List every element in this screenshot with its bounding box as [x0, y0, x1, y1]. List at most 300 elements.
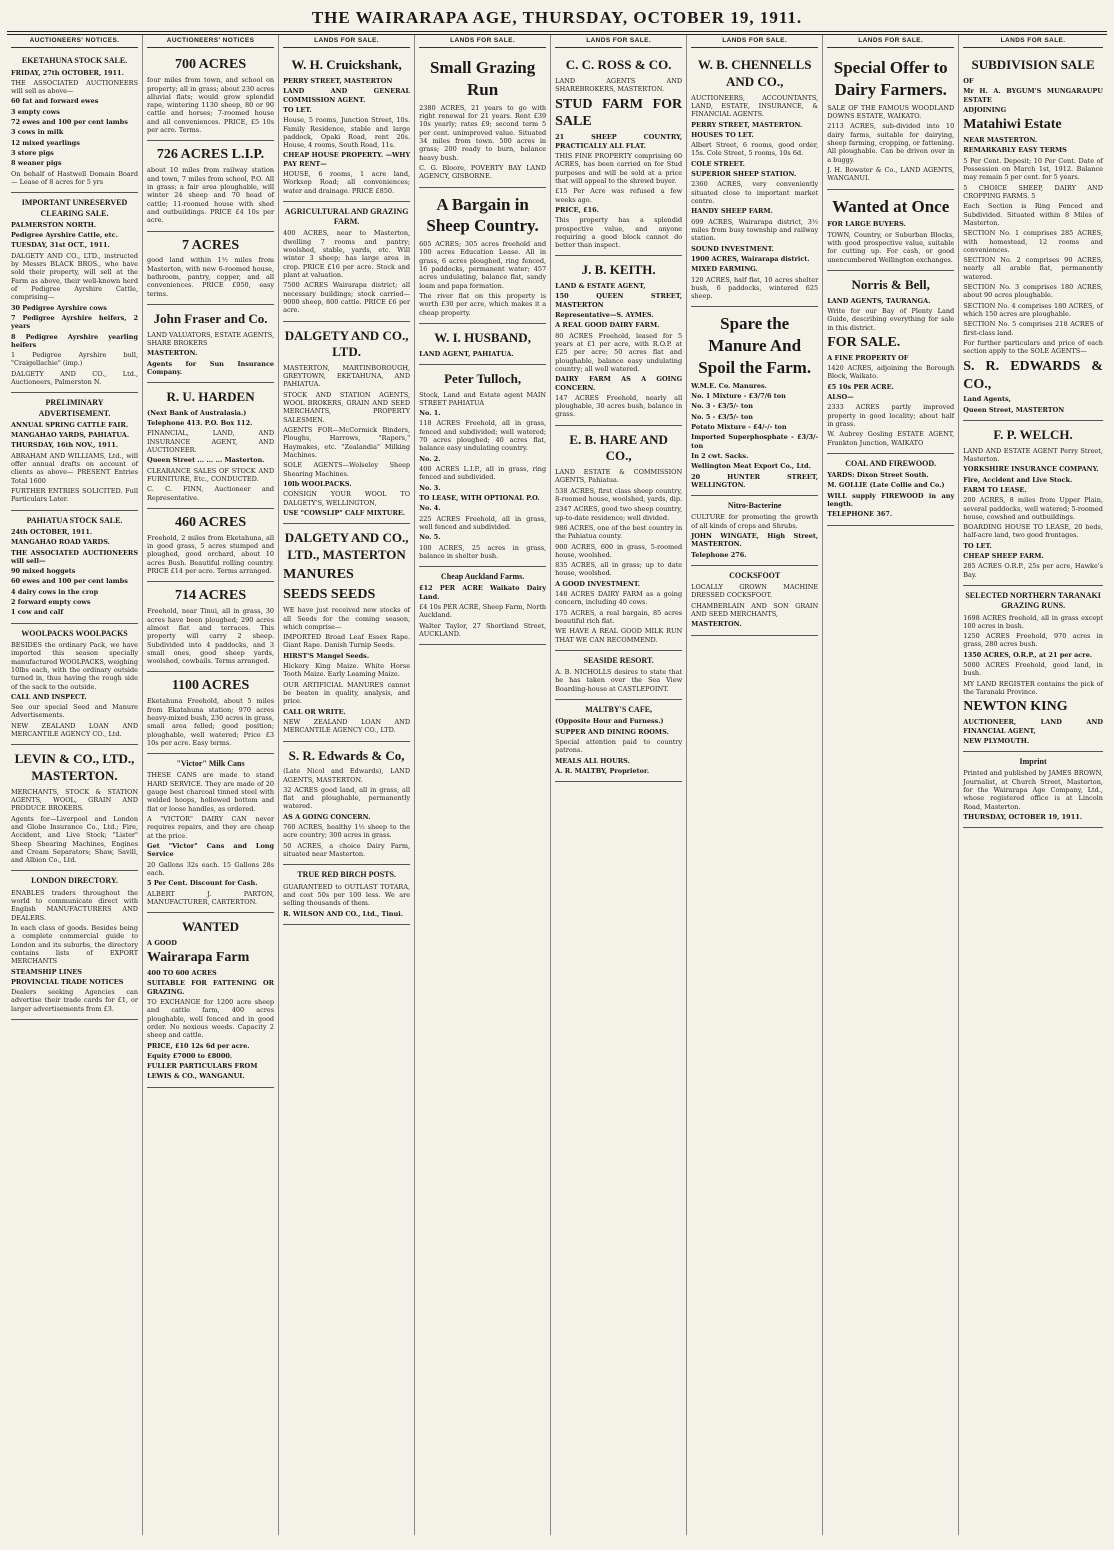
- ad-line: Matahiwi Estate: [963, 117, 1062, 133]
- ad-line: 2333 ACRES partly improved property in good locality; about half in grass.: [827, 403, 955, 428]
- ad-line: W. Aubrey Gosling ESTATE AGENT, Frankton Junction, WAIKATO: [827, 430, 955, 447]
- ad-line: PROVINCIAL TRADE NOTICES: [11, 977, 124, 986]
- ad-line: WE have just received new stocks of all Seeds for the coming season, which comprise—: [283, 606, 411, 631]
- ad-line: 20 Gallons 32s each. 15 Gallons 28s each.: [147, 860, 275, 877]
- ad-line: M. GOLLIE (Late Collie and Co.): [827, 481, 945, 490]
- ad-line: SUITABLE FOR FATTENING OR GRAZING.: [147, 979, 275, 996]
- ad-line: ABRAHAM AND WILLIAMS, Ltd., will offer annual drafts on account of clients as above— PRESENT Entries Total 1600: [11, 451, 139, 485]
- ad-line: LAND AGENTS AND SHAREBROKERS, MASTERTON.: [555, 76, 683, 94]
- ad-line: A REAL GOOD DAIRY FARM.: [555, 321, 660, 330]
- ad-line: MASTERTON, MARTINBOROUGH, GREYTOWN, EKETAHUNA, AND PAHIATUA.: [283, 363, 411, 389]
- ad-line: Dealers seeking Agencies can advertise their trade cards for £1, or larger advertisements from £3.: [11, 988, 139, 1013]
- ad-line: See our special Seed and Manure Advertisements.: [11, 703, 139, 720]
- ad-line: AGENTS FOR—McCormick Binders, Ploughs, Harrows, "Rapers," Haymakes, etc. "Zealandia" Milking Machines.: [283, 426, 411, 459]
- ad-line: SOUND INVESTMENT.: [691, 244, 774, 253]
- ad-line: 4 dairy cows in the crop: [11, 587, 99, 596]
- ad-line: HOUSES TO LET.: [691, 130, 754, 139]
- column-3: [279, 35, 415, 1535]
- advertisement: [827, 190, 954, 271]
- ad-line: ENABLES traders throughout the world to communicate direct with English MANUFACTURERS AND DEALERS.: [11, 888, 139, 922]
- ad-line: 400 TO 600 ACRES: [147, 969, 217, 978]
- ad-line: TO LET.: [963, 541, 992, 550]
- ad-line: FARM TO LEASE.: [963, 485, 1027, 494]
- ad-title: PRELIMINARY ADVERTISEMENT.: [38, 398, 111, 418]
- advertisement: [283, 865, 410, 924]
- ad-line: 5 Per Cent. Discount for Cash.: [147, 879, 258, 888]
- ad-line: 120 ACRES, half flat, 10 acres shelter bush, 6 paddocks, wintered 625 sheep.: [691, 275, 819, 301]
- ad-line: Hickory King Maize. White Horse Tooth Maize. Early Leaming Maize.: [283, 662, 411, 679]
- ad-title: DALGETY AND CO., LTD.: [284, 327, 409, 360]
- ad-line: 8 Pedigree Ayrshire yearling heifers: [11, 332, 139, 349]
- ad-line: FOR LARGE BUYERS.: [827, 220, 906, 229]
- ad-line: SUPERIOR SHEEP STATION.: [691, 170, 797, 179]
- ad-line: SECTION No. 2 comprises 90 ACRES, nearly all arable flat, permanently watered.: [963, 256, 1103, 281]
- ad-line: SOLE AGENTS—Wolseley Sheep Shearing Machines.: [283, 461, 411, 478]
- ad-line: HOUSE, 6 rooms, 1 acre land, Worksop Road; all conveniences; water and drainage. PRICE £850.: [283, 170, 411, 195]
- ad-line: 12 mixed yearlings: [11, 138, 80, 147]
- ad-line: LOCALLY GROWN MACHINE DRESSED COCKSFOOT.: [691, 583, 819, 600]
- ad-line: 7500 ACRES Wairarapa district; all necessary buildings; stock carried—9000 sheep, 800 cattle. PRICE £6 per acre.: [283, 281, 411, 315]
- advertisement: [147, 232, 274, 305]
- ad-line: 200 ACRES, 8 miles from Upper Plain, several paddocks, well watered; 5-roomed house, cowshed and outbuildings.: [963, 496, 1103, 521]
- column-2: [143, 35, 279, 1535]
- ad-line: R. WILSON AND CO., Ltd., Tinui.: [283, 909, 403, 918]
- ad-line: TELEPHONE 367.: [827, 510, 893, 519]
- ad-title: EKETAHUNA STOCK SALE.: [21, 56, 128, 66]
- ad-line: 538 ACRES, first class sheep country, 8-roomed house, woolshed, yards, dip.: [555, 486, 683, 503]
- ad-title: SUBDIVISION SALE: [971, 57, 1095, 73]
- ad-line: THE ASSOCIATED AUCTIONEERS will sell—: [11, 548, 139, 565]
- ad-line: LAND AND ESTATE AGENT Perry Street, Masterton.: [963, 446, 1103, 463]
- ad-title: 726 ACRES L.I.P.: [156, 147, 265, 163]
- ad-title: MALTBY'S CAFE,: [585, 705, 653, 715]
- advertisement: [147, 672, 274, 754]
- ad-line: 760 ACRES, healthy 1½ sheep to the acre country; 300 acres in grass.: [283, 823, 411, 840]
- ad-line: No. 5.: [419, 533, 441, 542]
- ad-line: ANNUAL SPRING CATTLE FAIR.: [11, 420, 129, 429]
- advertisement: [555, 256, 682, 425]
- advertisement: [419, 324, 546, 365]
- advertisement: [691, 51, 818, 307]
- ad-line: 148 ACRES DAIRY FARM as a going concern, including 40 cows.: [555, 590, 683, 607]
- ad-title: 1100 ACRES: [171, 678, 250, 694]
- ad-line: In each class of goods. Besides being a complete commercial guide to London and its suburbs, the directory contains lists of EXPORT MERCHANTS: [11, 923, 139, 966]
- ad-line: Each Section is Ring Fenced and Subdivided. Situated within 8 Miles of Masterton.: [963, 202, 1103, 227]
- ad-title: Small Grazing Run: [429, 58, 536, 100]
- ad-line: 7 Pedigree Ayrshire heifers, 2 years: [11, 313, 139, 331]
- ad-line: The river flat on this property is worth £30 per acre, which makes it a cheap property.: [419, 292, 547, 317]
- ad-line: Freehold, 2 miles from Eketahuna, all in good grass, 5 acres stumped and ploughed, good orchard, about 10 acres Bush. Beautiful rolling country. PRICE £14 per acre. Terms arranged.: [147, 533, 275, 576]
- ad-line: BOARDING HOUSE TO LEASE, 20 beds, half-acre land, two good frontages.: [963, 523, 1103, 540]
- ad-line: DALGETY AND CO., LTD., instructed by Messrs BLACK BROS., who have sold their property, will sell at the Farm as above, their well-known herd of Pedigree Ayrshire Cattle, comprising—: [11, 251, 139, 302]
- ad-line: 3 store pigs: [11, 149, 54, 158]
- ad-line: (Late Nicol and Edwards), LAND AGENTS, MASTERTON.: [283, 767, 411, 784]
- ad-line: ALSO—: [827, 392, 854, 401]
- ad-line: SUPPER AND DINING ROOMS.: [555, 727, 669, 736]
- ad-line: FURTHER ENTRIES SOLICITED. Full Particulars Later.: [11, 487, 139, 504]
- ad-line: LAND AGENT, PAHIATUA.: [419, 349, 514, 358]
- ad-line: THURSDAY, OCTOBER 19, 1911.: [963, 812, 1083, 821]
- ad-title: "Victor" Milk Cans: [176, 759, 245, 769]
- ad-line: £15 Per Acre was refused a few weeks ago.: [555, 187, 683, 204]
- advertisement: [147, 305, 274, 383]
- ad-line: CHEAP SHEEP FARM.: [963, 552, 1044, 561]
- ad-line: Albert Street, 6 rooms, good order, 15s. Cole Street, 5 rooms, 10s 6d.: [691, 141, 819, 158]
- ad-line: MERCHANTS, STOCK & STATION AGENTS, WOOL, GRAIN AND PRODUCE BROKERS.: [11, 787, 139, 813]
- ad-line: THESE CANS are made to stand HARD SERVICE. They are made of 20 gauge best charcoal tinned steel with welded hoops, hollowed bottom and flat or loose handles, as ordered.: [147, 771, 275, 813]
- advertisement: [691, 307, 818, 496]
- column-8: [959, 35, 1107, 1535]
- ad-line: HIRST'S Mangel Seeds.: [283, 651, 370, 660]
- ad-line: TO EXCHANGE for 1200 acre sheep and cattle farm, 400 acres ploughable, well fenced and in good order. No noxious weeds. Capacity 2 sheep and cattle.: [147, 997, 275, 1040]
- ad-line: Land Agents,: [963, 395, 1011, 404]
- advertisement: [827, 454, 954, 526]
- ad-line: C. G. Bloore, POVERTY BAY LAND AGENCY, GISBORNE.: [419, 164, 547, 181]
- ad-line: A GOOD: [147, 938, 177, 947]
- ad-line: Telephone 276.: [691, 550, 747, 559]
- ad-line: FRIDAY, 27th OCTOBER, 1911.: [11, 68, 124, 77]
- column-header: LANDS FOR SALE.: [283, 35, 410, 48]
- advertisement: [963, 421, 1103, 586]
- ad-line: SALE OF THE FAMOUS WOODLAND DOWNS ESTATE, WAIKATO.: [827, 103, 955, 121]
- ad-title: E. B. HARE AND CO.,: [569, 431, 668, 464]
- ad-line: LAND & ESTATE AGENT,: [555, 282, 646, 291]
- ad-line: AUCTIONEER, LAND AND FINANCIAL AGENT,: [963, 718, 1103, 735]
- ad-title: 700 ACRES: [174, 57, 247, 73]
- ad-line: NEW PLYMOUTH.: [963, 736, 1030, 745]
- ad-line: SECTION No. 5 comprises 218 ACRES of first-class land.: [963, 320, 1103, 337]
- ad-line: 400 ACRES, near to Masterton, dwelling 7 rooms and pantry; woolshed, stable, yards, etc. Will winter 3 sheep; has large area in crop. PRICE £16 per acre. Stock and plant at valuation.: [283, 229, 411, 280]
- ad-line: PERRY STREET, MASTERTON.: [691, 120, 803, 129]
- ad-title: PAHIATUA STOCK SALE.: [26, 515, 123, 525]
- ad-line: Queen Street, MASTERTON: [963, 405, 1065, 414]
- ad-line: LEWIS & CO., WANGANUI.: [147, 1072, 245, 1081]
- ad-line: TUESDAY, 31st OCT., 1911.: [11, 241, 110, 250]
- ad-line: NEAR MASTERTON.: [963, 136, 1038, 145]
- ad-line: For further particulars and price of each section apply to the SOLE AGENTS—: [963, 338, 1103, 356]
- ad-line: 986 ACRES, one of the best country in the Pahiatua county.: [555, 523, 683, 541]
- ad-line: 1350 ACRES, O.R.P., at 21 per acre.: [963, 650, 1093, 659]
- ad-line: MASTERTON.: [691, 620, 742, 629]
- advertisement: [147, 913, 274, 1088]
- ad-title: 7 ACRES: [181, 237, 240, 253]
- ad-line: FOR SALE.: [827, 334, 901, 350]
- advertisement: [11, 624, 138, 746]
- ad-title: COCKSFOOT: [729, 570, 781, 580]
- ad-line: C. C. FINN, Auctioneer and Representative.: [147, 485, 275, 502]
- ad-line: 5000 ACRES Freehold, good land, in bush.: [963, 661, 1103, 678]
- ad-title: Peter Tulloch,: [444, 370, 522, 386]
- ad-line: SECTION No. 4 comprises 180 ACRES, of which 150 acres are ploughable.: [963, 301, 1103, 319]
- ad-line: MANURES: [283, 567, 354, 583]
- ad-line: TOWN, Country, or Suburban Blocks, with good prospective value, suitable for cutting up. For cash, or good unencumbered Wellington exchanges.: [827, 230, 955, 264]
- ad-title: SEASIDE RESORT.: [583, 655, 654, 665]
- ad-line: Agents for Sun Insurance Company.: [147, 359, 275, 376]
- ad-line: CONSIGN YOUR WOOL TO DALGETY'S, WELLINGTON,: [283, 490, 411, 507]
- ad-line: OUR ARTIFICIAL MANURES cannot be beaten in quality, analysis, and price.: [283, 680, 411, 706]
- advertisement: [147, 51, 274, 141]
- column-7: [823, 35, 959, 1535]
- ad-line: 1 Pedigree Ayrshire bull, "Craigellachie" (imp.): [11, 351, 139, 368]
- ad-title: WOOLPACKS WOOLPACKS: [21, 628, 128, 638]
- ad-line: 100 ACRES, 25 acres in grass, balance in shelter bush.: [419, 543, 547, 560]
- ad-line: 50 ACRES, a choice Dairy Farm, situated near Masterton.: [283, 841, 411, 859]
- ad-line: STUD FARM FOR SALE: [555, 96, 683, 130]
- advertisement: [147, 582, 274, 672]
- ad-line: 2113 ACRES, sub-divided into 10 dairy farms, suitable for dairying, sheep farming, cropping, or fattening. All ploughable. Can be driven over in a buggy.: [827, 122, 955, 164]
- advertisement: [283, 51, 410, 202]
- ad-line: Telephone 413. P.O. Box 112.: [147, 419, 253, 428]
- ad-line: PRICE, £16.: [555, 205, 599, 214]
- ad-line: Wellington Meat Export Co., Ltd.: [691, 462, 811, 471]
- ad-line: about 10 miles from railway station and town, 7 miles from school, P.O. All in grass; a fair area ploughable, will winter 24 sheep and 70 head of cattle; 11-roomed house with shed and outbuildings. PRICE £4 10s per acre.: [147, 166, 275, 225]
- ad-title: Cheap Auckland Farms.: [440, 572, 525, 582]
- ad-line: GUARANTEED to OUTLAST TOTARA, and cost 50s per 100 less. We are selling thousands of them.: [283, 882, 411, 908]
- ad-line: 20 HUNTER STREET, WELLINGTON.: [691, 472, 819, 489]
- ad-line: AUCTIONEERS, ACCOUNTANTS, LAND, ESTATE, INSURANCE, & FINANCIAL AGENTS.: [691, 93, 819, 119]
- ad-line: FULLER PARTICULARS FROM: [147, 1062, 258, 1071]
- ad-line: 1 cow and calf: [11, 608, 64, 617]
- ad-line: 10lb WOOLPACKS.: [283, 479, 352, 488]
- column-header: LANDS FOR SALE.: [555, 35, 682, 48]
- ad-line: A. B. NICHOLLS desires to state that he has taken over the Sea View Boarding-house at CASTLEPOINT.: [555, 668, 683, 693]
- advertisement: [11, 745, 138, 871]
- ad-line: A. R. MALTBY, Proprietor.: [555, 766, 650, 775]
- advertisement: [963, 586, 1103, 752]
- ad-title: W. B. CHENNELLS AND CO.,: [697, 57, 812, 89]
- column-header: LANDS FOR SALE.: [827, 35, 954, 48]
- column-4: [415, 35, 551, 1535]
- column-header: AUCTIONEERS' NOTICES: [147, 35, 274, 48]
- ad-line: JOHN WINGATE, High Street, MASTERTON.: [691, 531, 819, 549]
- ad-title: Imprint: [1019, 757, 1047, 767]
- ad-line: Mr H. A. BYGUM'S MUNGARAUPU ESTATE: [963, 87, 1103, 104]
- ad-line: LAND ESTATE & COMMISSION AGENTS, Pahiatua.: [555, 468, 683, 485]
- ad-line: SECTION No. 3 comprises 180 ACRES, about 90 acres ploughable.: [963, 283, 1103, 300]
- ad-line: CALL OR WRITE.: [283, 707, 346, 716]
- ad-line: 60 ewes and 100 per cent lambs: [11, 577, 128, 586]
- ad-line: 5 Per Cent. Deposit; 10 Per Cent. Date of Possession on March 1st, 1912. Balance may remain 5 per cent. for 5 years.: [963, 156, 1103, 182]
- advertisement: [555, 51, 682, 256]
- ad-line: Get "Victor" Cans and Long Service: [147, 841, 275, 859]
- ad-line: ADJOINING: [963, 105, 1007, 114]
- ad-line: 72 ewes and 100 per cent lambs: [11, 118, 128, 127]
- ad-title: S. R. Edwards & Co,: [288, 747, 405, 763]
- column-5: [551, 35, 687, 1535]
- ad-line: Agents for—Liverpool and London and Globe Insurance Co., Ltd.; Fire, Accident, and Live Stock; "Lister" Sheep Shearing Machines, Engines and Cream Separators; Shaw, Savill, and Albion Co., Ltd.: [11, 814, 139, 865]
- ad-line: four miles from town, and school on property; all in grass; about 230 acres alluvial flats; would grow splendid rape, wintering 1130 sheep, 80 or 90 cattle and horses; 7-roomed house and all conveniences. PRICE, £5 10s per acre. Terms.: [147, 76, 275, 135]
- advertisement: [283, 742, 410, 866]
- ad-title: DALGETY AND CO., LTD., MASTERTON: [284, 530, 409, 562]
- ad-line: REMARKABLY EASY TERMS: [963, 146, 1067, 155]
- ad-line: House, 5 rooms, Junction Street, 10s. Family Residence, stable and large paddock, Opaki Road, rent 20s. House, 4 rooms, South Road, 11s.: [283, 116, 411, 150]
- ad-line: SEEDS SEEDS: [283, 587, 376, 603]
- ad-line: FINANCIAL, LAND, AND INSURANCE AGENT, AND AUCTIONEER.: [147, 429, 275, 455]
- ad-line: No. 3.: [419, 483, 441, 492]
- newspaper-page: [7, 4, 1107, 1540]
- ad-line: 400 ACRES L.I.P., all in grass, ring fenced and subdivided.: [419, 465, 547, 482]
- ad-line: DAIRY FARM AS A GOING CONCERN.: [555, 375, 683, 392]
- ad-line: Printed and published by JAMES BROWN, Journalist, at Church Street, Masterton, for the Wairarapa Age Company, Ltd., whose registered office is at Lincoln Road, Masterton.: [963, 769, 1103, 811]
- ad-line: STEAMSHIP LINES: [11, 967, 82, 976]
- ad-line: MANGAHAO YARDS, PAHIATUA.: [11, 431, 130, 440]
- ad-line: TO LET.: [283, 105, 312, 114]
- advertisement: [147, 383, 274, 509]
- advertisement: [691, 566, 818, 636]
- ad-line: 3 empty cows: [11, 107, 60, 116]
- column-header: LANDS FOR SALE.: [691, 35, 818, 48]
- ad-line: 1900 ACRES, Wairarapa district.: [691, 254, 810, 263]
- column-header: LANDS FOR SALE.: [419, 35, 546, 48]
- ad-line: £4 10s PER ACRE, Sheep Farm, North Auckland.: [419, 602, 547, 620]
- ad-line: 24th OCTOBER, 1911.: [11, 527, 93, 536]
- advertisement: [827, 51, 954, 189]
- ad-line: good land within 1½ miles from Masterton, with new 6-roomed house, bathroom, pantry, copper, and all conveniences. PRICE £950, easy terms.: [147, 256, 275, 298]
- column-header: AUCTIONEERS' NOTICES.: [11, 35, 138, 48]
- ad-title: F. P. WELCH.: [993, 427, 1073, 443]
- ad-line: 8 weaner pigs: [11, 159, 62, 168]
- ad-line: Representative—S. AYMES.: [555, 311, 654, 319]
- ad-line: YORKSHIRE INSURANCE COMPANY.: [963, 465, 1099, 474]
- masthead: THE WAIRARAPA AGE, THURSDAY, OCTOBER 19, 1911.: [7, 4, 1107, 32]
- ad-line: 2360 ACRES, very conveniently situated close to important market centre.: [691, 180, 819, 205]
- ad-line: No. 5 - £3/5/- ton: [691, 412, 753, 421]
- ad-line: £12 PER ACRE Waikato Dairy Land.: [419, 584, 547, 601]
- ad-line: 2347 ACRES, good two sheep country, up-to-date residence; well divided.: [555, 505, 683, 522]
- ad-line: CHEAP HOUSE PROPERTY. —WHY PAY RENT—: [283, 151, 411, 168]
- ad-title: LONDON DIRECTORY.: [31, 876, 118, 886]
- ad-line: Potato Mixture - £4/-/- ton: [691, 422, 787, 431]
- advertisement: [827, 271, 954, 454]
- ad-line: Walter Taylor, 27 Shortland Street, AUCKLAND.: [419, 621, 547, 638]
- ad-line: 699 ACRES, Wairarapa district, 3½ miles from busy township and railway station.: [691, 217, 819, 243]
- ad-title: TRUE RED BIRCH POSTS.: [297, 870, 396, 880]
- advertisement: [11, 193, 138, 393]
- ad-line: Special attention paid to country patrons.: [555, 737, 683, 755]
- ad-line: NEW ZEALAND LOAN AND MERCANTILE AGENCY CO., LTD.: [283, 717, 411, 735]
- ad-title: John Fraser and Co.: [153, 310, 268, 326]
- advertisement: [555, 700, 682, 782]
- ad-line: 900 ACRES, 600 in grass, 5-roomed house, woolshed.: [555, 542, 683, 559]
- ad-title: WANTED: [182, 919, 240, 935]
- ad-line: PRICE, £10 12s 6d per acre.: [147, 1041, 250, 1050]
- column-header: LANDS FOR SALE.: [963, 35, 1103, 48]
- advertisement: [11, 393, 138, 510]
- ad-line: MY LAND REGISTER contains the pick of the Taranaki Province.: [963, 679, 1103, 696]
- ad-line: THIS FINE PROPERTY comprising 60 ACRES, has been carried on for Stud purposes and will be sold at a price that will appeal to the shrewd buyer.: [555, 152, 683, 185]
- advertisement: [419, 51, 546, 187]
- advertisement: [11, 511, 138, 624]
- ad-line: TO LEASE, WITH OPTIONAL P.O.: [419, 493, 540, 502]
- ad-line: PALMERSTON NORTH.: [11, 220, 97, 229]
- ad-line: NEW ZEALAND LOAN AND MERCANTILE AGENCY CO., Ltd.: [11, 721, 139, 739]
- ad-line: OF: [963, 76, 974, 85]
- ad-line: Fire, Accident and Live Stock.: [963, 475, 1073, 484]
- ad-title: Wanted at Once: [832, 196, 950, 216]
- ad-line: LAND VALUATORS, ESTATE AGENTS, SHARE BROKERS: [147, 330, 275, 347]
- advertisement: [147, 754, 274, 913]
- ad-line: 80 ACRES Freehold, leased for 5 years at £1 per acre, with R.O.P. at £25 per acre; 50 acres flat and ploughable, balance easy undulating country; all well watered.: [555, 331, 683, 373]
- ad-line: COLE STREET.: [691, 159, 745, 168]
- ad-title: COAL AND FIREWOOD.: [845, 458, 937, 468]
- ad-line: W.M.E. Co. Manures.: [691, 381, 767, 390]
- ad-line: A GOOD INVESTMENT.: [555, 579, 641, 588]
- advertisement: [147, 141, 274, 231]
- advertisement: [419, 188, 546, 324]
- ad-line: Imported Superphosphate - £3/3/- ton: [691, 433, 819, 450]
- column-1: [7, 35, 143, 1535]
- columns: [7, 34, 1107, 1535]
- ad-line: No. 3 - £3/5/- ton: [691, 402, 753, 411]
- advertisement: [283, 322, 410, 525]
- ad-line: £5 10s PER ACRE.: [827, 382, 894, 391]
- advertisement: [691, 496, 818, 566]
- ad-line: Freehold, near Tinui, all in grass, 30 acres have been ploughed; 290 acres almost flat and terraces. This property will carry 2 sheep. Subdivided into 4 paddocks, and 3 small ones, good sheep yards, woolshed, cowbails. Terms arranged.: [147, 607, 275, 666]
- ad-line: 285 ACRES O.R.P., 25s per acre, Hawke's Bay.: [963, 562, 1103, 579]
- ad-title: R. U. HARDEN: [166, 389, 255, 405]
- ad-line: 1420 ACRES, adjoining the Borough Block, Waikato.: [827, 364, 955, 381]
- ad-title: AGRICULTURAL AND GRAZING FARM.: [284, 207, 409, 227]
- ad-line: LAND AGENTS, TAURANGA.: [827, 296, 931, 305]
- ad-line: STOCK AND STATION AGENTS, WOOL BROKERS, GRAIN AND SEED MERCHANTS, PROPERTY SALESMEN.: [283, 390, 411, 424]
- ad-line: Eketahuna Freehold, about 5 miles from Ekatahuna station; 970 acres heavy-mixed bush, 230 acres in grass, small area felled; good position; ploughable, well watered; Price £3 10s per acre. Easy terms.: [147, 697, 275, 747]
- ad-line: This property has a splendid prospective value, and anyone requiring a good block cannot do better than inspect.: [555, 216, 683, 250]
- advertisement: [555, 651, 682, 700]
- ad-title: W. I. HUSBAND,: [434, 329, 531, 345]
- ad-line: CULTURE for promoting the growth of all kinds of crops and Shrubs.: [691, 513, 819, 530]
- ad-title: Special Offer to Dairy Farmers.: [833, 58, 948, 100]
- ad-line: IMPORTED Broad Leaf Essex Rape. Giant Rape. Danish Turnip Seeds.: [283, 633, 411, 650]
- ad-title: 460 ACRES: [174, 514, 247, 530]
- ad-title: LEVIN & CO., LTD., MASTERTON.: [14, 751, 135, 784]
- ad-line: Wairarapa Farm: [147, 950, 250, 966]
- ad-line: J. H. Bowater & Co., LAND AGENTS, WANGANUI.: [827, 166, 955, 183]
- ad-line: NEWTON KING: [963, 699, 1068, 715]
- ad-line: CHAMBERLAIN AND SON GRAIN AND SEED MERCHANTS,: [691, 601, 819, 619]
- ad-line: BESIDES the ordinary Pack, we have imported this season specially manufactured WOOLPACKS, weighing 10lbs each, with the ordinary outside turned in, thus having the rough side of the sack to the outside.: [11, 640, 139, 691]
- ad-line: A FINE PROPERTY OF: [827, 353, 909, 362]
- ad-line: MEALS ALL HOURS.: [555, 756, 630, 765]
- ad-line: On behalf of Hastwell Domain Board— Lease of 8 acres for 5 yrs: [11, 169, 139, 186]
- ad-line: SECTION No. 1 comprises 285 ACRES, with homestead, 12 rooms and conveniences.: [963, 229, 1103, 254]
- advertisement: [147, 509, 274, 582]
- ad-line: (Opposite Hour and Furness.): [555, 717, 664, 726]
- ad-line: LAND AND GENERAL COMMISSION AGENT.: [283, 87, 411, 104]
- advertisement: [555, 426, 682, 651]
- ad-line: CALL AND INSPECT.: [11, 692, 87, 701]
- ad-title: Spare the Manure And Spoil the Farm.: [698, 314, 812, 377]
- ad-line: 147 ACRES Freehold, nearly all ploughable, 30 acres bush, balance in grass.: [555, 393, 683, 419]
- ad-line: (Next Bank of Australasia.): [147, 408, 247, 417]
- ad-line: In 2 cwt. Sacks.: [691, 451, 749, 460]
- ad-title: SELECTED NORTHERN TARANAKI GRAZING RUNS.: [965, 591, 1101, 611]
- ad-title: Norris & Bell,: [851, 276, 930, 292]
- ad-line: ALBERT J. PARTON, MANUFACTURER, CARTERTON.: [147, 889, 275, 906]
- advertisement: [11, 51, 138, 193]
- ad-line: A "VICTOR" DAIRY CAN never requires repairs, and they are cheap at the price.: [147, 815, 275, 840]
- advertisement: [11, 871, 138, 1020]
- ad-line: 90 mixed hoggets: [11, 567, 76, 576]
- ad-line: MIXED FARMING.: [691, 265, 758, 274]
- ad-line: 30 Pedigree Ayrshire cows: [11, 303, 107, 312]
- ad-line: 225 ACRES Freehold, all in grass, well fenced and subdivided.: [419, 514, 547, 531]
- ad-line: 835 ACRES, all in grass; up to date house, woolshed.: [555, 561, 683, 578]
- ad-line: MASTERTON.: [147, 349, 198, 358]
- ad-line: 1698 ACRES freehold, all in grass except 100 acres in bush.: [963, 613, 1103, 630]
- ad-line: 1250 ACRES Freehold, 970 acres in grass, 280 acres bush.: [963, 632, 1103, 649]
- advertisement: [963, 752, 1103, 828]
- advertisement: [283, 202, 410, 322]
